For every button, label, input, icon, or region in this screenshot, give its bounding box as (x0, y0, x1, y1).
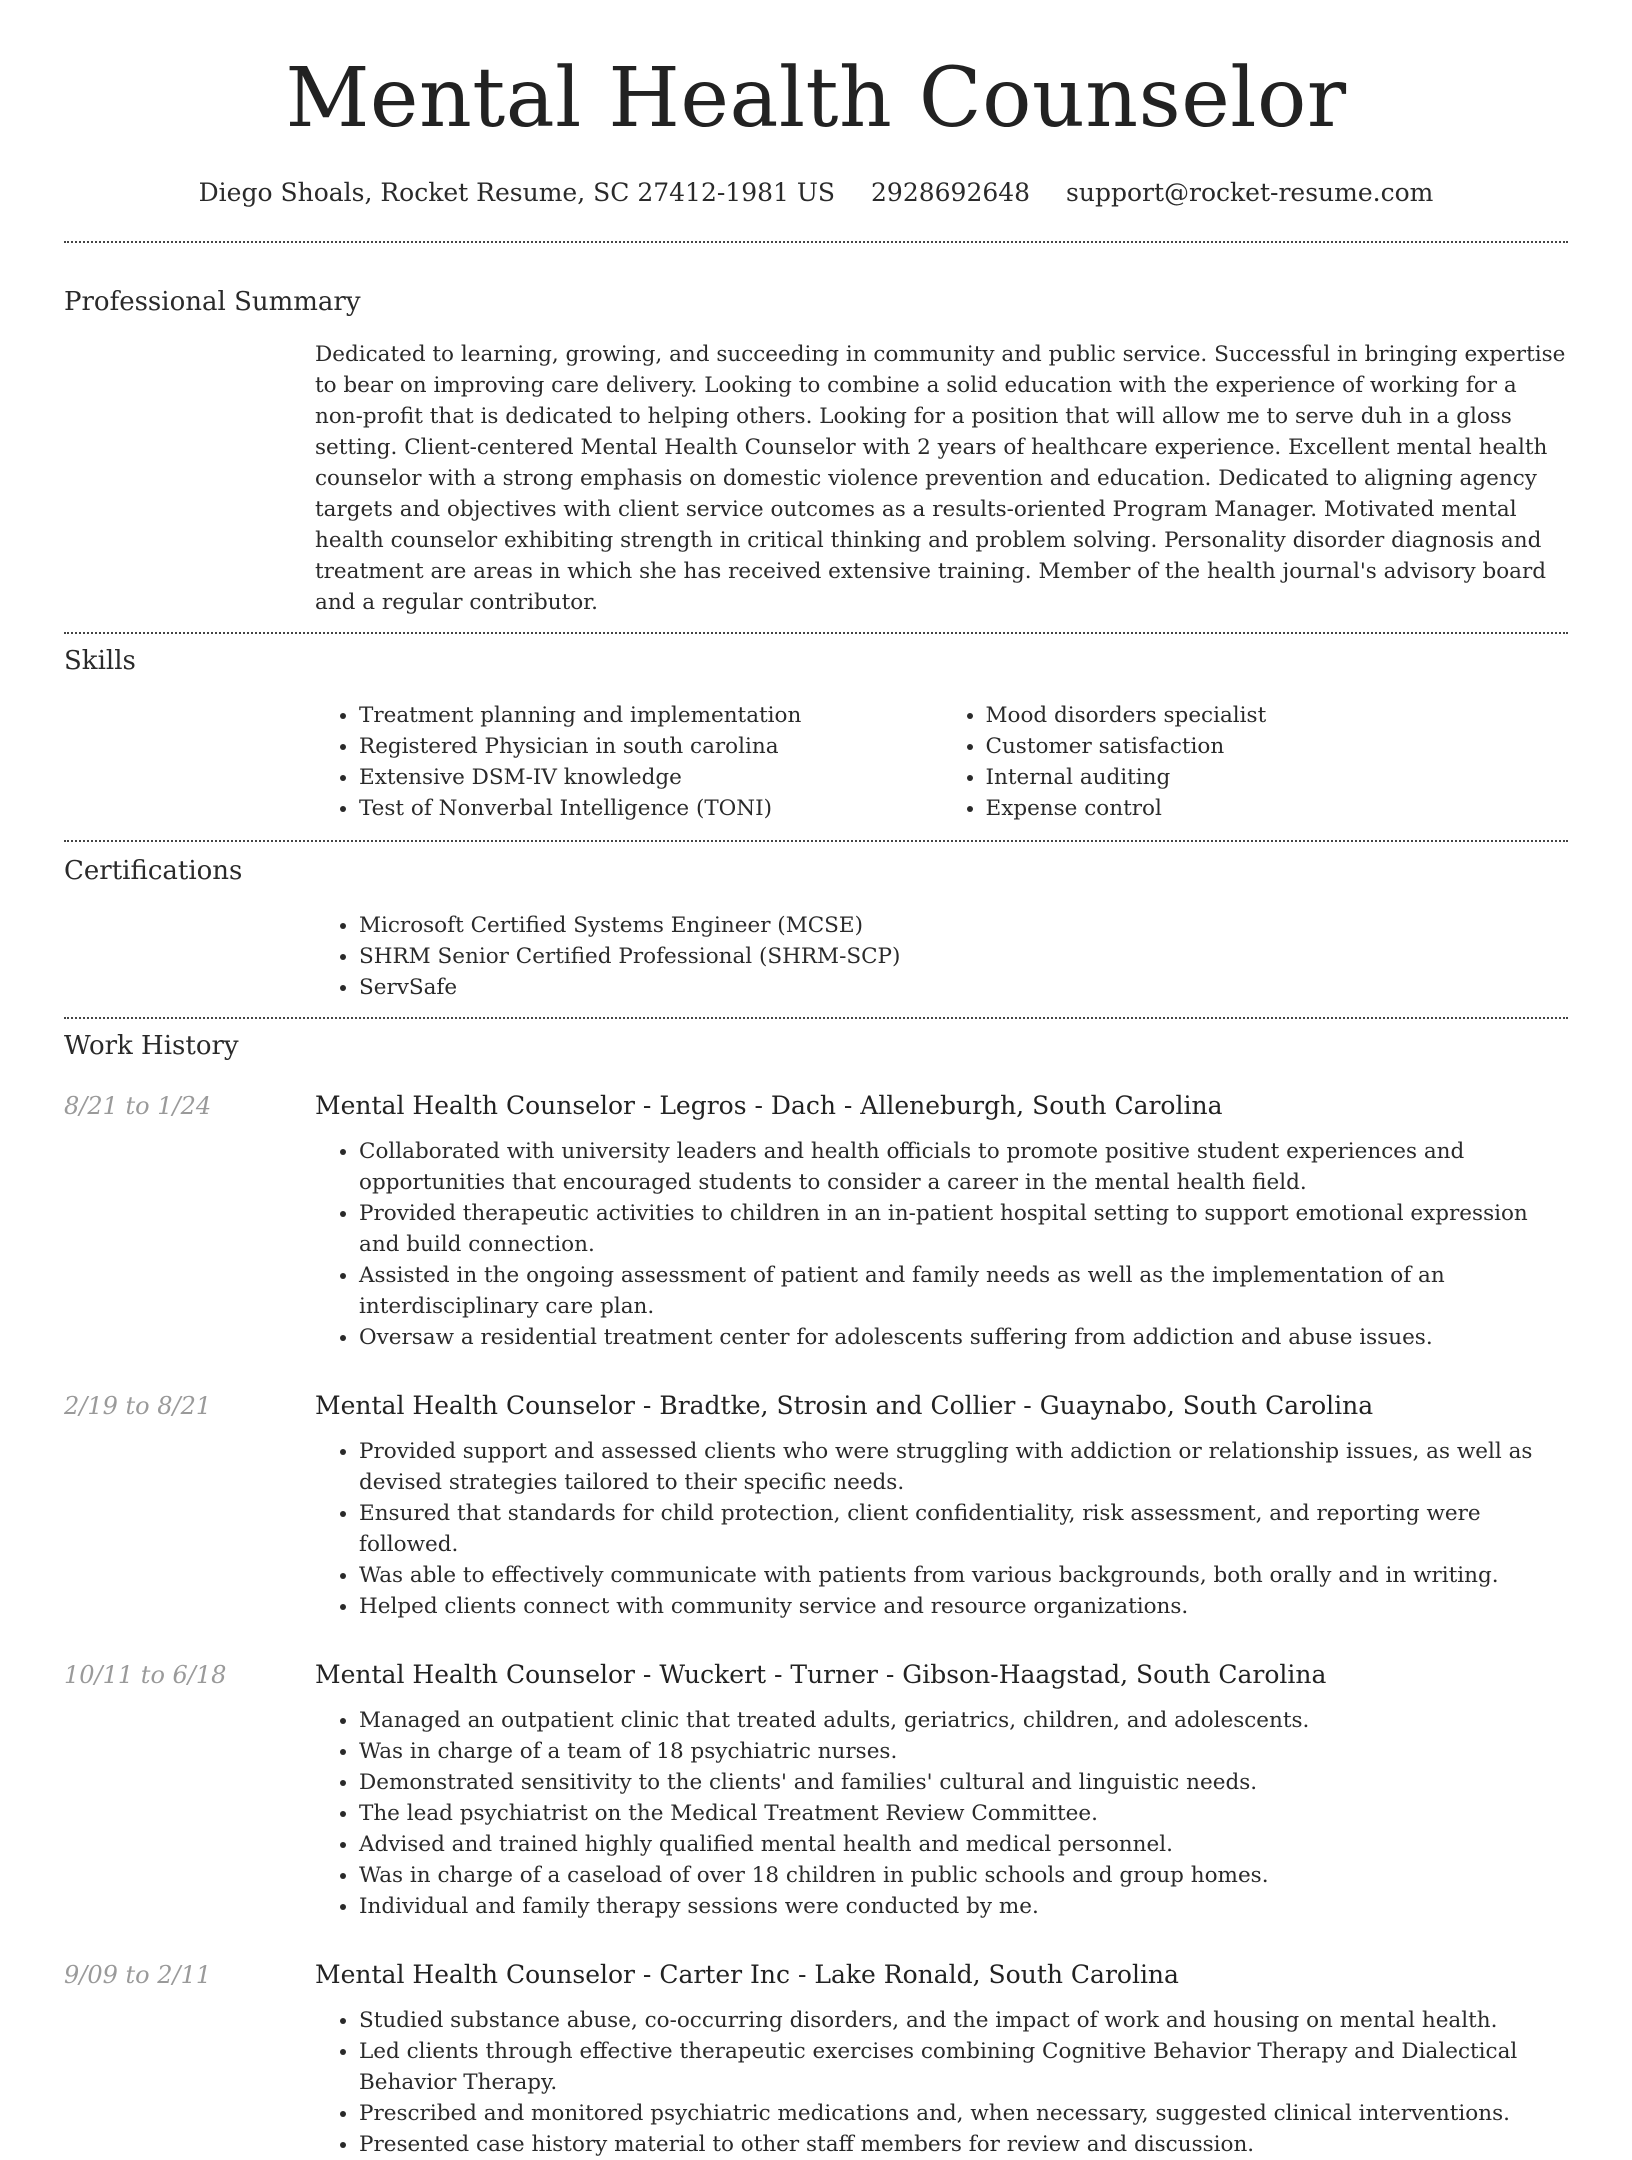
job-bullet: • Was able to effectively communicate with patients from various backgrounds, both orally and in writing. (359, 1560, 1568, 1591)
job-bullets (315, 2005, 1568, 2160)
summary-text: Dedicated to learning, growing, and succeeding in community and public service. Successful in bringing expertise to bear on improving care delivery. Looking to combine a solid education with the experience of working for a non-profit that is dedicated to helping others. Looking for a position that will allow me to serve duh in a gloss setting. Client-centered Mental Health Counselor with 2 years of healthcare experience. Excellent mental health counselor with a strong emphasis on domestic violence prevention and education. Dedicated to aligning agency targets and objectives with client service outcomes as a results-oriented Program Manager. Motivated mental health counselor exhibiting strength in critical thinking and problem solving. Personality disorder diagnosis and treatment are areas in which she has received extensive training. Member of the health journal's advisory board and a regular contributor. (315, 342, 1566, 615)
job-title: Mental Health Counselor - Bradtke, Strosin and Collier - Guaynabo, South Carolina (315, 1391, 1374, 1420)
job-entry (64, 1660, 1568, 1922)
work-history-section (64, 1019, 1568, 2160)
job-bullets (315, 1705, 1568, 1922)
skills-list-right (942, 700, 1569, 824)
skill-item: • Customer satisfaction (986, 731, 1569, 762)
job-entry (64, 1091, 1568, 1353)
section-title-skills: Skills (64, 646, 136, 676)
certifications-section (64, 842, 1568, 1017)
job-bullet: • Assisted in the ongoing assessment of patient and family needs as well as the implementation of an interdisciplinary care plan. (359, 1260, 1568, 1322)
job-title: Mental Health Counselor - Wuckert - Turner - Gibson-Haagstad, South Carolina (315, 1660, 1327, 1689)
job-bullet: • Presented case history material to other staff members for review and discussion. (359, 2129, 1568, 2160)
resume-name: Mental Health Counselor (285, 51, 1347, 146)
skills-list-left (315, 700, 942, 824)
contact-address: Diego Shoals, Rocket Resume, SC 27412-1981 US (198, 178, 836, 207)
skills-section (64, 634, 1568, 840)
job-bullet: • Managed an outpatient clinic that treated adults, geriatrics, children, and adolescents. (359, 1705, 1568, 1736)
skill-item: • Internal auditing (986, 762, 1569, 793)
job-date: 10/11 to 6/18 (64, 1661, 227, 1689)
job-bullet: • Individual and family therapy sessions were conducted by me. (359, 1891, 1568, 1922)
job-bullet: • Demonstrated sensitivity to the clients' and families' cultural and linguistic needs. (359, 1767, 1568, 1798)
job-bullet: • Provided support and assessed clients who were struggling with addiction or relationship issues, as well as devised strategies tailored to their specific needs. (359, 1436, 1568, 1498)
job-bullet: • The lead psychiatrist on the Medical Treatment Review Committee. (359, 1798, 1568, 1829)
certification-item: • Microsoft Certified Systems Engineer (MCSE) (359, 910, 1568, 941)
skills-grid (315, 700, 1568, 840)
certification-item: • ServSafe (359, 972, 1568, 1003)
summary-section (64, 243, 1568, 632)
section-title-work-history: Work History (64, 1031, 239, 1061)
section-title-summary: Professional Summary (64, 287, 361, 317)
job-bullet: • Was in charge of a caseload of over 18 children in public schools and group homes. (359, 1860, 1568, 1891)
job-bullet: • Was in charge of a team of 18 psychiatric nurses. (359, 1736, 1568, 1767)
contact-phone: 2928692648 (871, 178, 1031, 207)
job-title: Mental Health Counselor - Legros - Dach - Alleneburgh, South Carolina (315, 1091, 1223, 1120)
contact-email: support@rocket-resume.com (1066, 178, 1434, 207)
skill-item: • Extensive DSM-IV knowledge (359, 762, 942, 793)
job-date: 2/19 to 8/21 (64, 1392, 212, 1420)
job-entry (64, 1391, 1568, 1622)
job-bullet: • Prescribed and monitored psychiatric medications and, when necessary, suggested clinical interventions. (359, 2098, 1568, 2129)
job-date: 8/21 to 1/24 (64, 1092, 212, 1120)
job-bullet: • Advised and trained highly qualified mental health and medical personnel. (359, 1829, 1568, 1860)
job-entry (64, 1960, 1568, 2160)
job-title: Mental Health Counselor - Carter Inc - Lake Ronald, South Carolina (315, 1960, 1179, 1989)
job-date: 9/09 to 2/11 (64, 1961, 212, 1989)
skill-item: • Expense control (986, 793, 1569, 824)
certification-item: • SHRM Senior Certified Professional (SHRM-SCP) (359, 941, 1568, 972)
job-bullet: • Helped clients connect with community service and resource organizations. (359, 1591, 1568, 1622)
skill-item: • Mood disorders specialist (986, 700, 1569, 731)
skill-item: • Test of Nonverbal Intelligence (TONI) (359, 793, 942, 824)
job-bullet: • Oversaw a residential treatment center for adolescents suffering from addiction and abuse issues. (359, 1322, 1568, 1353)
job-bullet: • Led clients through effective therapeutic exercises combining Cognitive Behavior Therapy and Dialectical Behavior Therapy. (359, 2036, 1568, 2098)
skill-item: • Registered Physician in south carolina (359, 731, 942, 762)
contact-line (64, 178, 1568, 207)
job-bullets (315, 1136, 1568, 1353)
skill-item: • Treatment planning and implementation (359, 700, 942, 731)
job-bullets (315, 1436, 1568, 1622)
job-bullet: • Studied substance abuse, co-occurring disorders, and the impact of work and housing on mental health. (359, 2005, 1568, 2036)
certifications-list (315, 910, 1568, 1017)
job-bullet: • Collaborated with university leaders and health officials to promote positive student experiences and opportunities that encouraged students to consider a career in the mental health field. (359, 1136, 1568, 1198)
job-bullet: • Ensured that standards for child protection, client confidentiality, risk assessment, and reporting were followed. (359, 1498, 1568, 1560)
section-title-certifications: Certifications (64, 856, 243, 886)
job-bullet: • Provided therapeutic activities to children in an in-patient hospital setting to support emotional expression and build connection. (359, 1198, 1568, 1260)
